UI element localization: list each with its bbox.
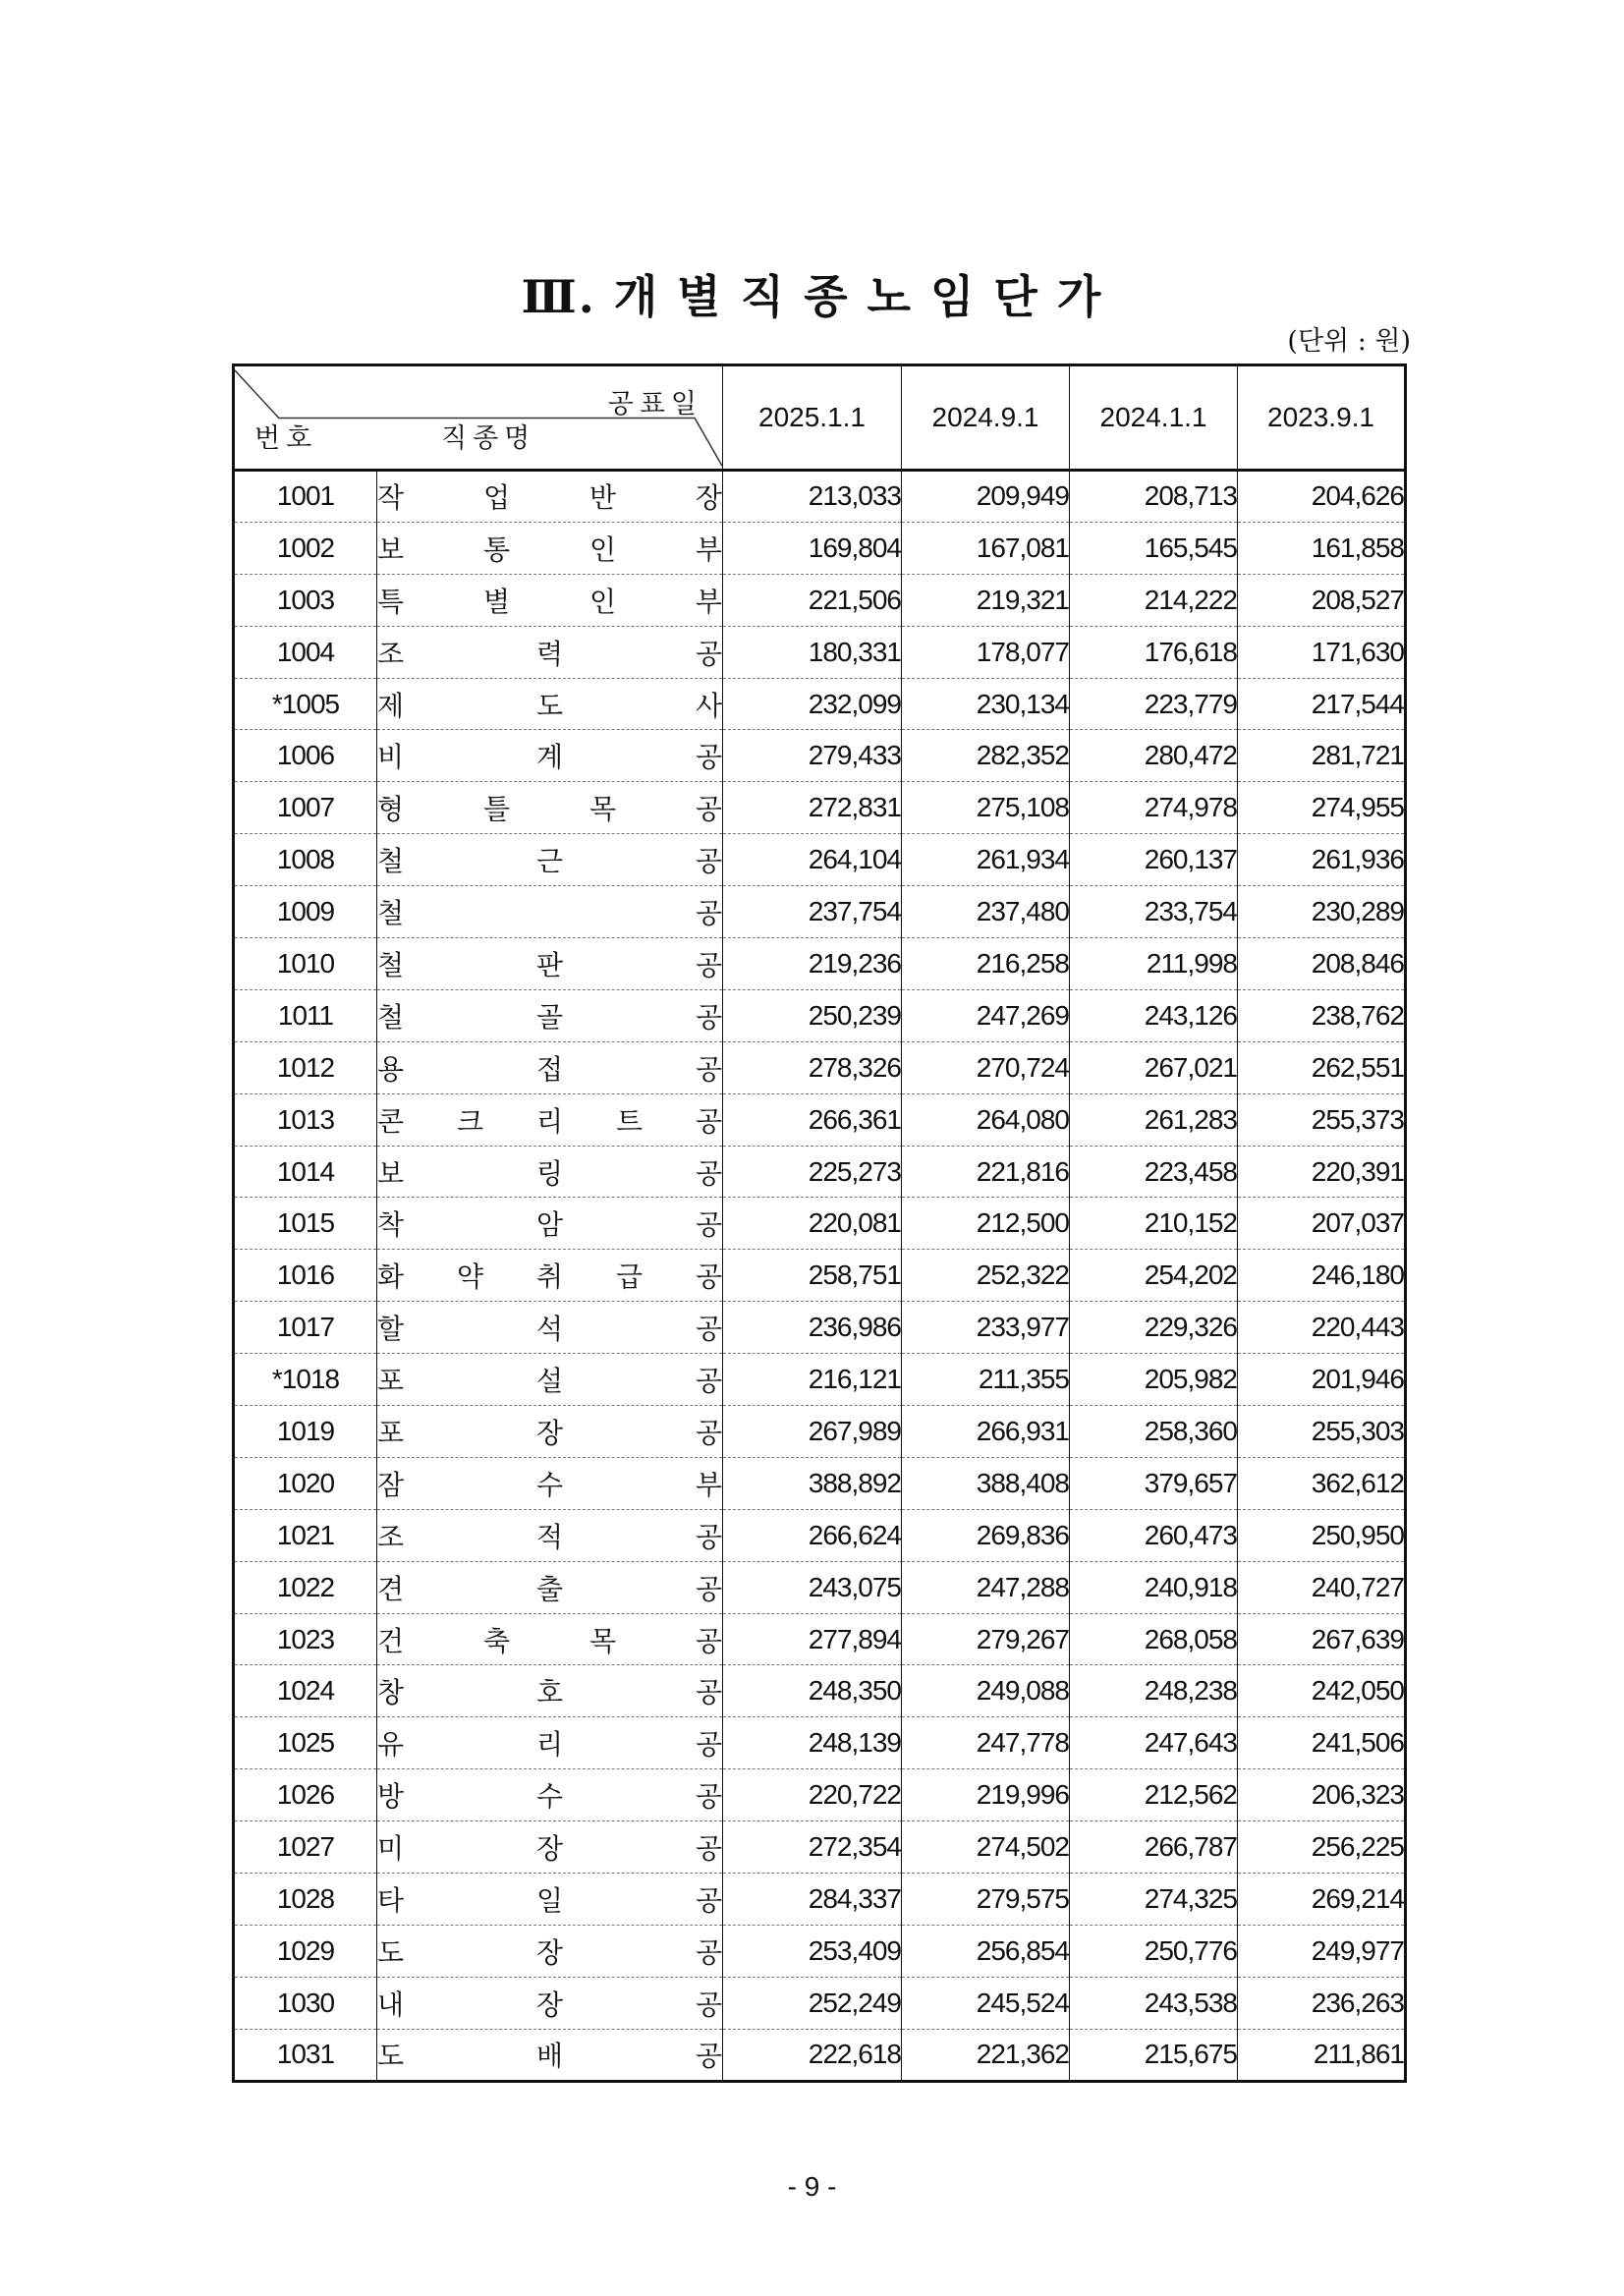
job-code: 1014 bbox=[234, 1146, 377, 1198]
job-name bbox=[377, 471, 723, 523]
job-name bbox=[377, 1665, 723, 1717]
table-row bbox=[234, 834, 1406, 886]
job-name-spread: 도 배 공 bbox=[377, 2041, 722, 2072]
table-row bbox=[234, 1821, 1406, 1874]
wage-value: 165,545 bbox=[1070, 522, 1238, 574]
date-header-2023-9: 2023.9.1 bbox=[1238, 365, 1406, 471]
job-name bbox=[377, 626, 723, 678]
table-row bbox=[234, 1925, 1406, 1977]
wage-value: 279,575 bbox=[902, 1874, 1070, 1926]
job-code: 1029 bbox=[234, 1925, 377, 1977]
wage-value: 241,506 bbox=[1238, 1717, 1406, 1769]
table-header-row bbox=[234, 365, 1406, 471]
job-name-spread: 미 장 공 bbox=[377, 1833, 722, 1865]
wage-value: 243,126 bbox=[1070, 989, 1238, 1041]
table-row bbox=[234, 1561, 1406, 1613]
job-name bbox=[377, 1717, 723, 1769]
wage-value: 249,088 bbox=[902, 1665, 1070, 1717]
wage-value: 208,527 bbox=[1238, 574, 1406, 626]
wage-value: 216,258 bbox=[902, 938, 1070, 990]
wage-value: 279,267 bbox=[902, 1613, 1070, 1665]
job-name bbox=[377, 886, 723, 938]
wage-value: 243,075 bbox=[723, 1561, 902, 1613]
table-row bbox=[234, 1509, 1406, 1561]
job-name-spread: 특 별 인 부 bbox=[377, 586, 722, 617]
job-code: 1007 bbox=[234, 782, 377, 834]
job-name-spread: 견 출 공 bbox=[377, 1573, 722, 1604]
table-row bbox=[234, 522, 1406, 574]
job-name bbox=[377, 2029, 723, 2081]
wage-value: 266,931 bbox=[902, 1406, 1070, 1458]
job-code: *1018 bbox=[234, 1354, 377, 1406]
job-name-spread: 타 일 공 bbox=[377, 1884, 722, 1916]
wage-value: 266,624 bbox=[723, 1509, 902, 1561]
wage-value: 266,361 bbox=[723, 1093, 902, 1146]
table-row bbox=[234, 782, 1406, 834]
corner-date-label: 공표일 bbox=[607, 389, 702, 420]
table-row bbox=[234, 1613, 1406, 1665]
job-code: 1006 bbox=[234, 730, 377, 782]
corner-jobname-label: 직종명 bbox=[441, 423, 536, 454]
wage-value: 275,108 bbox=[902, 782, 1070, 834]
job-name-spread: 포 설 공 bbox=[377, 1366, 722, 1397]
job-name-spread: 제 도 사 bbox=[377, 690, 722, 721]
job-name-spread: 유 리 공 bbox=[377, 1729, 722, 1761]
job-code: 1028 bbox=[234, 1874, 377, 1926]
wage-value: 284,337 bbox=[723, 1874, 902, 1926]
wage-value: 255,373 bbox=[1238, 1093, 1406, 1146]
wage-value: 221,506 bbox=[723, 574, 902, 626]
wage-value: 171,630 bbox=[1238, 626, 1406, 678]
job-name bbox=[377, 1041, 723, 1093]
job-code: 1031 bbox=[234, 2029, 377, 2081]
wage-value: 236,263 bbox=[1238, 1977, 1406, 2029]
job-name bbox=[377, 1406, 723, 1458]
job-name bbox=[377, 834, 723, 886]
job-code: 1008 bbox=[234, 834, 377, 886]
job-name bbox=[377, 1561, 723, 1613]
wage-value: 240,918 bbox=[1070, 1561, 1238, 1613]
job-name-spread: 보 링 공 bbox=[377, 1157, 722, 1189]
wage-value: 219,996 bbox=[902, 1769, 1070, 1821]
wage-value: 266,787 bbox=[1070, 1821, 1238, 1874]
wage-value: 379,657 bbox=[1070, 1457, 1238, 1509]
job-name-spread: 도 장 공 bbox=[377, 1936, 722, 1968]
corner-number-label: 번호 bbox=[254, 423, 318, 454]
wage-value: 176,618 bbox=[1070, 626, 1238, 678]
wage-value: 216,121 bbox=[723, 1354, 902, 1406]
job-name bbox=[377, 1250, 723, 1302]
wage-value: 255,303 bbox=[1238, 1406, 1406, 1458]
job-name bbox=[377, 1874, 723, 1926]
wage-value: 201,946 bbox=[1238, 1354, 1406, 1406]
wage-value: 267,021 bbox=[1070, 1041, 1238, 1093]
wage-value: 178,077 bbox=[902, 626, 1070, 678]
table-row bbox=[234, 1146, 1406, 1198]
wage-value: 229,326 bbox=[1070, 1302, 1238, 1354]
wage-value: 221,816 bbox=[902, 1146, 1070, 1198]
table-row bbox=[234, 471, 1406, 523]
wage-value: 206,323 bbox=[1238, 1769, 1406, 1821]
job-code: 1030 bbox=[234, 1977, 377, 2029]
wage-value: 269,836 bbox=[902, 1509, 1070, 1561]
wage-value: 225,273 bbox=[723, 1146, 902, 1198]
wage-value: 219,321 bbox=[902, 574, 1070, 626]
wage-value: 211,861 bbox=[1238, 2029, 1406, 2081]
wage-value: 362,612 bbox=[1238, 1457, 1406, 1509]
wage-value: 220,081 bbox=[723, 1198, 902, 1250]
job-name bbox=[377, 1354, 723, 1406]
wage-value: 221,362 bbox=[902, 2029, 1070, 2081]
job-name bbox=[377, 1457, 723, 1509]
job-name-spread: 창 호 공 bbox=[377, 1677, 722, 1708]
job-name bbox=[377, 1093, 723, 1146]
job-name-spread: 철 판 공 bbox=[377, 949, 722, 980]
wage-value: 248,238 bbox=[1070, 1665, 1238, 1717]
wage-value: 279,433 bbox=[723, 730, 902, 782]
wage-value: 210,152 bbox=[1070, 1198, 1238, 1250]
wage-value: 270,724 bbox=[902, 1041, 1070, 1093]
wage-value: 161,858 bbox=[1238, 522, 1406, 574]
wage-value: 252,322 bbox=[902, 1250, 1070, 1302]
job-code: *1005 bbox=[234, 678, 377, 730]
job-code: 1011 bbox=[234, 989, 377, 1041]
wage-value: 240,727 bbox=[1238, 1561, 1406, 1613]
wage-value: 268,058 bbox=[1070, 1613, 1238, 1665]
wage-value: 248,350 bbox=[723, 1665, 902, 1717]
wage-value: 261,934 bbox=[902, 834, 1070, 886]
job-code: 1001 bbox=[234, 471, 377, 523]
wage-value: 246,180 bbox=[1238, 1250, 1406, 1302]
date-header-2025-1: 2025.1.1 bbox=[723, 365, 902, 471]
wage-value: 260,473 bbox=[1070, 1509, 1238, 1561]
job-name bbox=[377, 678, 723, 730]
table-row bbox=[234, 678, 1406, 730]
job-code: 1013 bbox=[234, 1093, 377, 1146]
job-name-spread: 조 적 공 bbox=[377, 1521, 722, 1552]
wage-value: 248,139 bbox=[723, 1717, 902, 1769]
job-name bbox=[377, 1769, 723, 1821]
wage-value: 208,846 bbox=[1238, 938, 1406, 990]
job-name bbox=[377, 1146, 723, 1198]
wage-value: 250,776 bbox=[1070, 1925, 1238, 1977]
page-number: - 9 - bbox=[787, 2171, 837, 2202]
table-row bbox=[234, 1457, 1406, 1509]
job-name-spread: 할 석 공 bbox=[377, 1314, 722, 1345]
job-name bbox=[377, 1302, 723, 1354]
job-code: 1019 bbox=[234, 1406, 377, 1458]
wage-value: 220,443 bbox=[1238, 1302, 1406, 1354]
table-row bbox=[234, 1041, 1406, 1093]
job-name bbox=[377, 730, 723, 782]
wage-value: 278,326 bbox=[723, 1041, 902, 1093]
wage-value: 212,500 bbox=[902, 1198, 1070, 1250]
wage-value: 233,977 bbox=[902, 1302, 1070, 1354]
job-code: 1010 bbox=[234, 938, 377, 990]
wage-value: 204,626 bbox=[1238, 471, 1406, 523]
job-name-spread: 콘 크 리 트 공 bbox=[377, 1105, 722, 1137]
job-name bbox=[377, 574, 723, 626]
wage-value: 211,355 bbox=[902, 1354, 1070, 1406]
wage-value: 253,409 bbox=[723, 1925, 902, 1977]
wage-value: 264,080 bbox=[902, 1093, 1070, 1146]
wage-value: 252,249 bbox=[723, 1977, 902, 2029]
job-code: 1024 bbox=[234, 1665, 377, 1717]
wage-value: 167,081 bbox=[902, 522, 1070, 574]
wage-value: 256,854 bbox=[902, 1925, 1070, 1977]
wage-value: 388,892 bbox=[723, 1457, 902, 1509]
wage-value: 237,480 bbox=[902, 886, 1070, 938]
wage-value: 217,544 bbox=[1238, 678, 1406, 730]
table-row bbox=[234, 938, 1406, 990]
date-header-2024-1: 2024.1.1 bbox=[1070, 365, 1238, 471]
wage-value: 261,283 bbox=[1070, 1093, 1238, 1146]
job-name-spread: 철 골 공 bbox=[377, 1001, 722, 1033]
wage-value: 258,751 bbox=[723, 1250, 902, 1302]
wage-value: 222,618 bbox=[723, 2029, 902, 2081]
wage-value: 274,955 bbox=[1238, 782, 1406, 834]
table-row bbox=[234, 1665, 1406, 1717]
job-name-spread: 건 축 목 공 bbox=[377, 1625, 722, 1656]
wage-value: 215,675 bbox=[1070, 2029, 1238, 2081]
wage-value: 208,713 bbox=[1070, 471, 1238, 523]
table-row bbox=[234, 1302, 1406, 1354]
wage-value: 207,037 bbox=[1238, 1198, 1406, 1250]
wage-value: 256,225 bbox=[1238, 1821, 1406, 1874]
job-name-spread: 철 근 공 bbox=[377, 846, 722, 877]
table-row bbox=[234, 886, 1406, 938]
job-name-spread: 철 공 bbox=[377, 898, 722, 929]
table-row bbox=[234, 1093, 1406, 1146]
job-name-spread: 착 암 공 bbox=[377, 1209, 722, 1241]
job-name-spread: 용 접 공 bbox=[377, 1053, 722, 1085]
job-name-spread: 비 계 공 bbox=[377, 742, 722, 773]
job-name bbox=[377, 989, 723, 1041]
job-name-spread: 잠 수 부 bbox=[377, 1469, 722, 1500]
wage-value: 230,134 bbox=[902, 678, 1070, 730]
wage-value: 213,033 bbox=[723, 471, 902, 523]
job-code: 1003 bbox=[234, 574, 377, 626]
wage-table bbox=[232, 364, 1407, 2083]
job-code: 1021 bbox=[234, 1509, 377, 1561]
wage-value: 220,722 bbox=[723, 1769, 902, 1821]
page-title: Ⅲ. 개 별 직 종 노 임 단 가 bbox=[521, 270, 1103, 323]
wage-value: 214,222 bbox=[1070, 574, 1238, 626]
job-code: 1022 bbox=[234, 1561, 377, 1613]
wage-value: 277,894 bbox=[723, 1613, 902, 1665]
table-row bbox=[234, 574, 1406, 626]
wage-value: 233,754 bbox=[1070, 886, 1238, 938]
table-row bbox=[234, 1717, 1406, 1769]
table-row bbox=[234, 1198, 1406, 1250]
wage-value: 245,524 bbox=[902, 1977, 1070, 2029]
job-code: 1027 bbox=[234, 1821, 377, 1874]
job-name-spread: 화 약 취 급 공 bbox=[377, 1261, 722, 1293]
wage-value: 220,391 bbox=[1238, 1146, 1406, 1198]
wage-value: 223,458 bbox=[1070, 1146, 1238, 1198]
job-code: 1012 bbox=[234, 1041, 377, 1093]
wage-value: 232,099 bbox=[723, 678, 902, 730]
job-name bbox=[377, 1925, 723, 1977]
wage-value: 243,538 bbox=[1070, 1977, 1238, 2029]
wage-value: 280,472 bbox=[1070, 730, 1238, 782]
job-name bbox=[377, 522, 723, 574]
wage-value: 250,950 bbox=[1238, 1509, 1406, 1561]
wage-value: 169,804 bbox=[723, 522, 902, 574]
wage-value: 209,949 bbox=[902, 471, 1070, 523]
corner-header-cell bbox=[234, 365, 723, 471]
job-code: 1026 bbox=[234, 1769, 377, 1821]
job-code: 1020 bbox=[234, 1457, 377, 1509]
wage-value: 211,998 bbox=[1070, 938, 1238, 990]
job-name bbox=[377, 1821, 723, 1874]
wage-value: 242,050 bbox=[1238, 1665, 1406, 1717]
wage-value: 236,986 bbox=[723, 1302, 902, 1354]
job-code: 1015 bbox=[234, 1198, 377, 1250]
job-name-spread: 형 틀 목 공 bbox=[377, 794, 722, 825]
unit-label: (단위 : 원) bbox=[1287, 326, 1411, 357]
job-code: 1016 bbox=[234, 1250, 377, 1302]
wage-value: 282,352 bbox=[902, 730, 1070, 782]
job-name-spread: 포 장 공 bbox=[377, 1417, 722, 1448]
wage-value: 247,643 bbox=[1070, 1717, 1238, 1769]
job-code: 1002 bbox=[234, 522, 377, 574]
date-header-2024-9: 2024.9.1 bbox=[902, 365, 1070, 471]
wage-value: 247,778 bbox=[902, 1717, 1070, 1769]
wage-value: 281,721 bbox=[1238, 730, 1406, 782]
job-name-spread: 조 력 공 bbox=[377, 638, 722, 669]
job-name bbox=[377, 1613, 723, 1665]
wage-value: 267,639 bbox=[1238, 1613, 1406, 1665]
job-code: 1004 bbox=[234, 626, 377, 678]
wage-value: 272,354 bbox=[723, 1821, 902, 1874]
wage-value: 247,288 bbox=[902, 1561, 1070, 1613]
wage-value: 247,269 bbox=[902, 989, 1070, 1041]
job-code: 1023 bbox=[234, 1613, 377, 1665]
wage-value: 264,104 bbox=[723, 834, 902, 886]
wage-value: 258,360 bbox=[1070, 1406, 1238, 1458]
table-body bbox=[234, 471, 1406, 2082]
job-code: 1009 bbox=[234, 886, 377, 938]
job-name bbox=[377, 782, 723, 834]
wage-value: 274,325 bbox=[1070, 1874, 1238, 1926]
table-row bbox=[234, 1250, 1406, 1302]
wage-value: 223,779 bbox=[1070, 678, 1238, 730]
wage-value: 212,562 bbox=[1070, 1769, 1238, 1821]
wage-value: 249,977 bbox=[1238, 1925, 1406, 1977]
job-name bbox=[377, 1977, 723, 2029]
wage-value: 250,239 bbox=[723, 989, 902, 1041]
wage-value: 230,289 bbox=[1238, 886, 1406, 938]
wage-value: 238,762 bbox=[1238, 989, 1406, 1041]
wage-value: 254,202 bbox=[1070, 1250, 1238, 1302]
table-row bbox=[234, 1977, 1406, 2029]
job-name bbox=[377, 1509, 723, 1561]
wage-value: 274,502 bbox=[902, 1821, 1070, 1874]
table-row bbox=[234, 989, 1406, 1041]
job-name bbox=[377, 938, 723, 990]
wage-value: 219,236 bbox=[723, 938, 902, 990]
table-row bbox=[234, 730, 1406, 782]
table-row bbox=[234, 1354, 1406, 1406]
table-row bbox=[234, 626, 1406, 678]
wage-value: 180,331 bbox=[723, 626, 902, 678]
wage-value: 272,831 bbox=[723, 782, 902, 834]
wage-value: 262,551 bbox=[1238, 1041, 1406, 1093]
job-name-spread: 내 장 공 bbox=[377, 1988, 722, 2020]
table-row bbox=[234, 2029, 1406, 2081]
wage-value: 261,936 bbox=[1238, 834, 1406, 886]
wage-value: 237,754 bbox=[723, 886, 902, 938]
job-name-spread: 작 업 반 장 bbox=[377, 482, 722, 514]
table-row bbox=[234, 1769, 1406, 1821]
table-row bbox=[234, 1406, 1406, 1458]
job-name-spread: 보 통 인 부 bbox=[377, 533, 722, 565]
wage-value: 388,408 bbox=[902, 1457, 1070, 1509]
wage-value: 260,137 bbox=[1070, 834, 1238, 886]
job-name bbox=[377, 1198, 723, 1250]
wage-value: 274,978 bbox=[1070, 782, 1238, 834]
table-row bbox=[234, 1874, 1406, 1926]
job-name-spread: 방 수 공 bbox=[377, 1781, 722, 1813]
wage-value: 267,989 bbox=[723, 1406, 902, 1458]
wage-value: 205,982 bbox=[1070, 1354, 1238, 1406]
job-code: 1025 bbox=[234, 1717, 377, 1769]
wage-value: 269,214 bbox=[1238, 1874, 1406, 1926]
job-code: 1017 bbox=[234, 1302, 377, 1354]
